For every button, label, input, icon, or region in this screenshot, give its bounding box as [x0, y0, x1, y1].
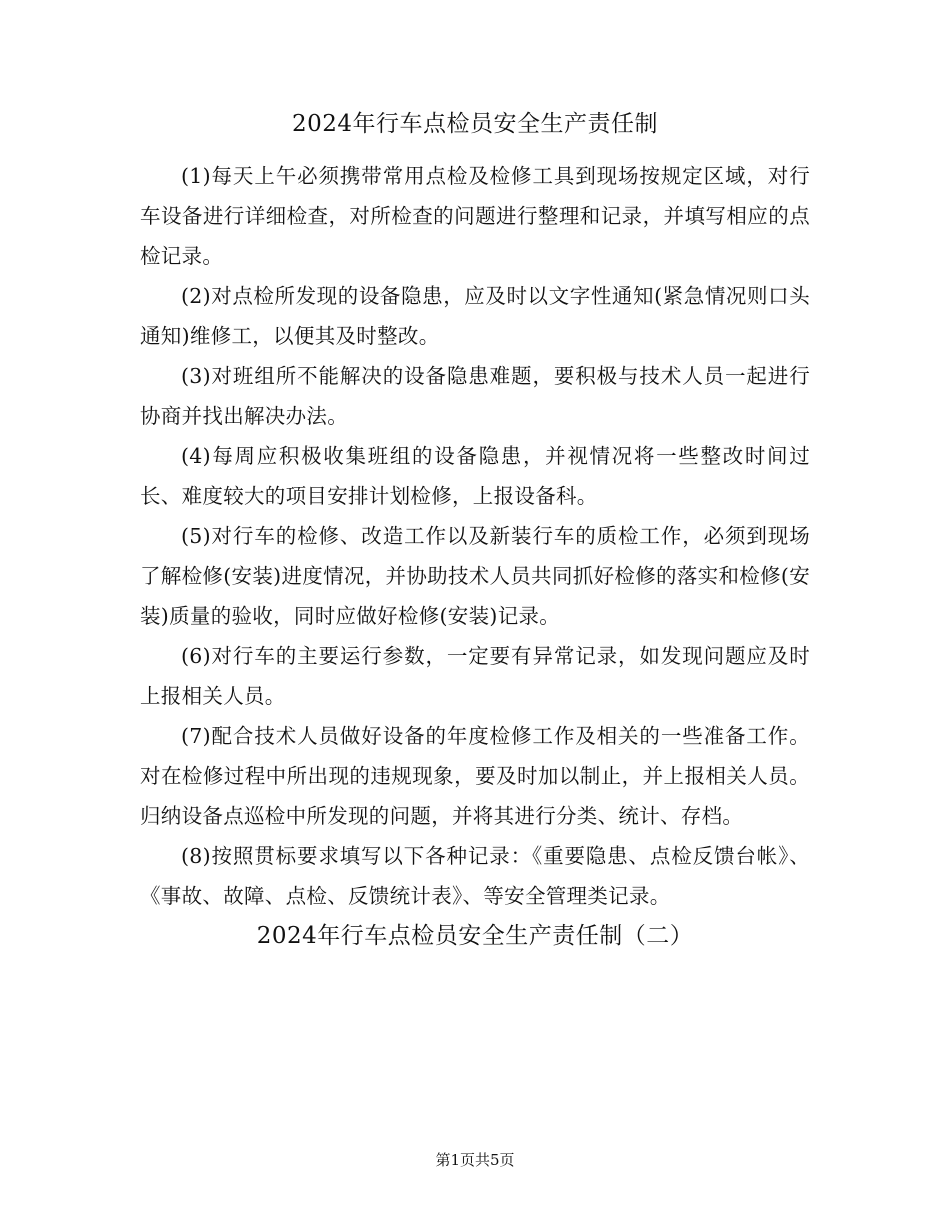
document-body — [140, 104, 810, 956]
paragraph-2: (2)对点检所发现的设备隐患，应及时以文字性通知(紧急情况则口头通知)维修工，以便其及时整改。 — [140, 284, 810, 348]
paragraph-5: (5)对行车的检修、改造工作以及新装行车的质检工作，必须到现场了解检修(安装)进度情况，并协助技术人员共同抓好检修的落实和检修(安装)质量的验收，同时应做好检修(安装)记录。 — [140, 524, 810, 628]
paragraph-3: (3)对班组所不能解决的设备隐患难题，要积极与技术人员一起进行协商并找出解决办法。 — [140, 364, 810, 428]
paragraph-1: (1)每天上午必须携带常用点检及检修工具到现场按规定区域，对行车设备进行详细检查，对所检查的问题进行整理和记录，并填写相应的点检记录。 — [140, 164, 810, 268]
paragraph-4: (4)每周应积极收集班组的设备隐患，并视情况将一些整改时间过长、难度较大的项目安排计划检修，上报设备科。 — [140, 444, 810, 508]
document-title: 2024年行车点检员安全生产责任制 — [291, 111, 659, 137]
paragraph-7: (7)配合技术人员做好设备的年度检修工作及相关的一些准备工作。对在检修过程中所出现的违规现象，要及时加以制止，并上报相关人员。归纳设备点巡检中所发现的问题，并将其进行分类、统计、存档。 — [140, 724, 810, 828]
paragraph-6: (6)对行车的主要运行参数，一定要有异常记录，如发现问题应及时上报相关人员。 — [140, 644, 810, 708]
page-number-footer: 第1页共5页 — [435, 1151, 515, 1169]
second-section-title: 2024年行车点检员安全生产责任制（二） — [256, 923, 694, 949]
paragraph-8: (8)按照贯标要求填写以下各种记录：《重要隐患、点检反馈台帐》、《事故、故障、点检、反馈统计表》、等安全管理类记录。 — [140, 844, 810, 908]
